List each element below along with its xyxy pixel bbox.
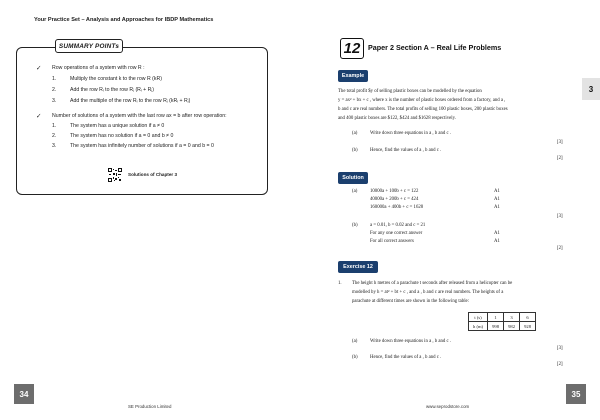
exercise-line: parachute at different times are shown in the following table:: [352, 299, 469, 304]
part-label: (b): [352, 355, 358, 360]
solution-line: 10000a + 100b + c = 122: [370, 189, 419, 194]
qr-label: Solutions of Chapter 3: [128, 172, 178, 177]
footer-publisher: SE Production Limited: [128, 404, 172, 409]
example-line: y = ax² + bx + c , where x is the number of plastic boxes ordered from a factory, and a ,: [338, 98, 506, 103]
list-item: Multiply the constant k to the row R (kR): [70, 76, 162, 82]
solution-mark: A1: [494, 189, 500, 194]
book-header: Your Practice Set – Analysis and Approaches for IBDP Mathematics: [34, 17, 214, 23]
table-cell: 1: [488, 313, 504, 322]
part-marks: [3]: [557, 140, 563, 145]
solution-line: For any one correct answer: [370, 231, 423, 236]
summary-point-2: Number of solutions of a system with the last row ax = b after row operation:: [52, 113, 227, 119]
part-text: Write down three equations in a , b and c .: [370, 131, 452, 136]
table-cell: 928: [520, 322, 536, 331]
table-row: [469, 313, 536, 322]
list-item: Add the row Rᵢ to the row Rⱼ (Rᵢ + Rⱼ): [70, 87, 155, 93]
solution-mark: A1: [494, 231, 500, 236]
part-text: Hence, find the values of a , b and c .: [370, 355, 442, 360]
list-number: 1.: [52, 76, 57, 82]
part-label: (b): [352, 223, 358, 228]
right-page: [300, 0, 600, 420]
example-line: b and c are real numbers. The total profits of selling 100 plastic boxes, 200 plastic boxes: [338, 107, 508, 112]
solution-mark: A1: [494, 197, 500, 202]
solution-line: 40000a + 200b + c = 424: [370, 197, 419, 202]
solution-mark: A1: [494, 205, 500, 210]
part-label: (b): [352, 148, 358, 153]
solution-line: For all correct answers: [370, 239, 414, 244]
exercise-label: Exercise 12: [338, 261, 378, 273]
part-label: (a): [352, 131, 358, 136]
page-number-left: 34: [14, 384, 34, 404]
check-icon: ✓: [36, 113, 42, 120]
table-cell: 6: [520, 313, 536, 322]
chapter-number: 12: [340, 38, 364, 59]
qr-code-icon[interactable]: [108, 168, 122, 182]
list-number: 3.: [52, 143, 57, 149]
footer-website[interactable]: www.seprodstore.com: [426, 404, 470, 409]
part-text: Hence, find the values of a , b and c .: [370, 148, 442, 153]
table-row: [469, 322, 536, 331]
chapter-title: Paper 2 Section A – Real Life Problems: [368, 43, 502, 52]
solution-total: [3]: [557, 214, 563, 219]
side-chapter-tab[interactable]: 3: [582, 78, 600, 100]
solution-total: [2]: [557, 246, 563, 251]
part-marks: [2]: [557, 362, 563, 367]
list-item: The system has a unique solution if a ≠ 0: [70, 123, 165, 129]
list-number: 2.: [52, 87, 57, 93]
summary-point-1: Row operations of a system with row R :: [52, 65, 145, 71]
summary-tag: SUMMARY POINTs: [55, 39, 123, 53]
solution-line: 160000a + 400b + c = 1628: [370, 205, 424, 210]
list-item: Add the multiple of the row Rᵢ to the row Rⱼ (kRᵢ + Rⱼ): [70, 98, 191, 104]
list-item: The system has no solution if a = 0 and b ≠ 0: [70, 133, 174, 139]
solution-line: a = 0.01, b = 0.02 and c = 21: [370, 223, 426, 228]
part-marks: [3]: [557, 346, 563, 351]
part-marks: [2]: [557, 156, 563, 161]
example-line: The total profit $y of selling plastic boxes can be modelled by the equation: [338, 89, 482, 94]
exercise-number: 1.: [338, 281, 342, 286]
exercise-line: The height h metres of a parachute t seconds after released from a helicopter can be: [352, 281, 513, 286]
list-number: 1.: [52, 123, 57, 129]
table-cell: h (m): [469, 322, 488, 331]
table-cell: 982: [504, 322, 520, 331]
check-icon: ✓: [36, 65, 42, 72]
table-cell: t (s): [469, 313, 488, 322]
part-label: (a): [352, 189, 358, 194]
table-cell: 998: [488, 322, 504, 331]
part-label: (a): [352, 339, 358, 344]
data-table: [468, 312, 536, 331]
table-cell: 3: [504, 313, 520, 322]
solution-mark: A1: [494, 239, 500, 244]
list-number: 3.: [52, 98, 57, 104]
solution-label: Solution: [338, 172, 368, 184]
exercise-line: modelled by h = at² + bt + c , and a , b and c are real numbers. The heights of a: [352, 290, 504, 295]
example-label: Example: [338, 70, 368, 82]
page-number-right: 35: [566, 384, 586, 404]
list-item: The system has infinitely number of solutions if a = 0 and b = 0: [70, 143, 214, 149]
list-number: 2.: [52, 133, 57, 139]
part-text: Write down three equations in a , b and c .: [370, 339, 452, 344]
example-line: and 400 plastic boxes are $122, $424 and $1628 respectively.: [338, 116, 456, 121]
